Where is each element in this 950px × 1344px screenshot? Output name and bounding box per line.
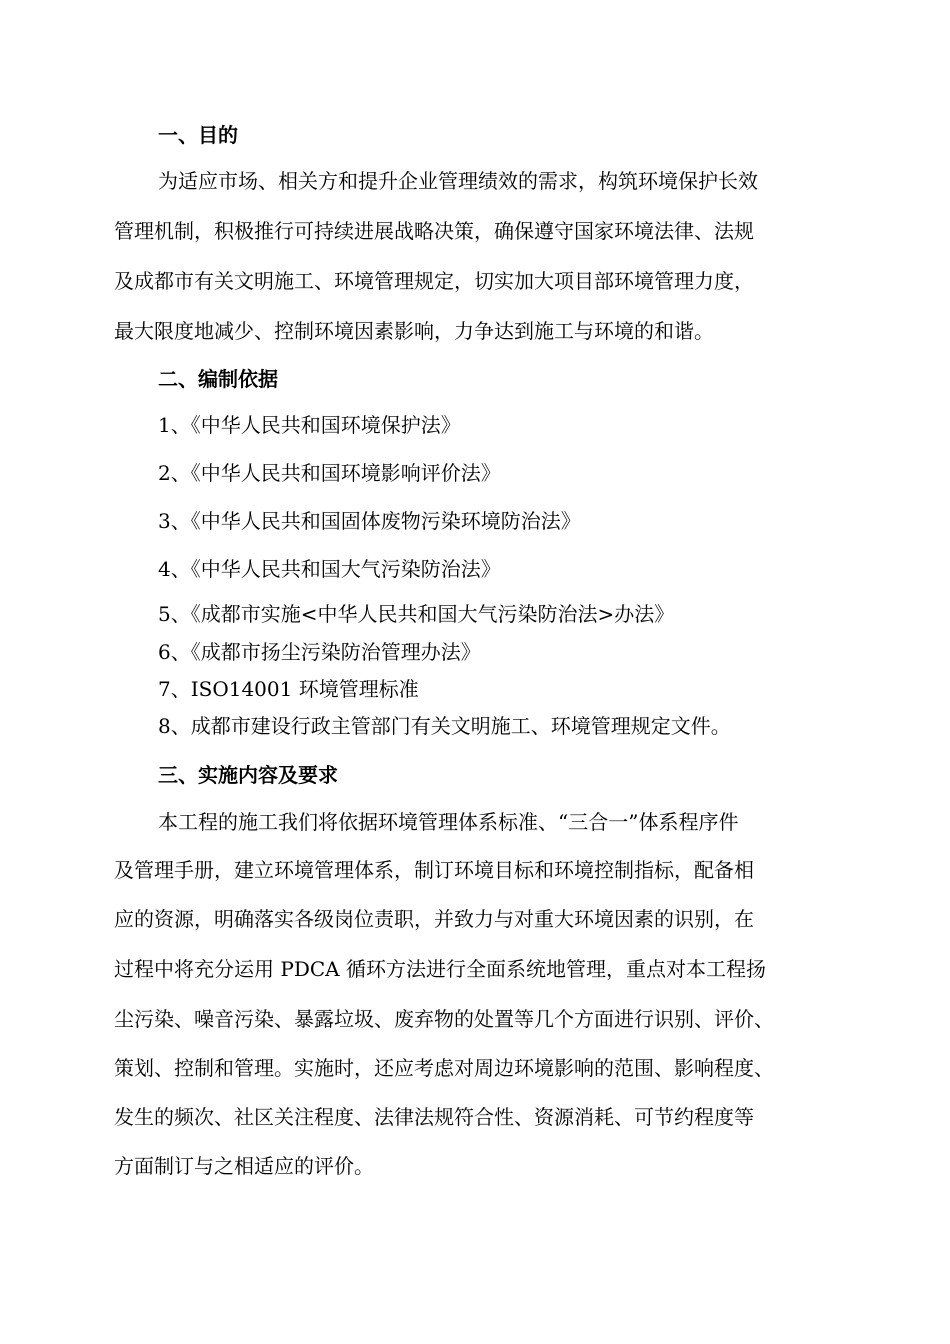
- paragraph-line: 策划、控制和管理。实施时，还应考虑对周边环境影响的范围、影响程度、: [114, 1056, 774, 1080]
- paragraph-line: 尘污染、噪音污染、暴露垃圾、废弃物的处置等几个方面进行识别、评价、: [114, 1007, 774, 1031]
- paragraph-line: 及管理手册，建立环境管理体系，制订环境目标和环境控制指标，配备相: [114, 858, 754, 882]
- list-item: 1、《中华人民共和国环境保护法》: [158, 413, 461, 437]
- section-heading-basis: 二、编制依据: [158, 367, 278, 391]
- paragraph-line: 方面制订与之相适应的评价。: [114, 1154, 374, 1178]
- paragraph-line: 管理机制，积极推行可持续进展战略决策，确保遵守国家环境法律、法规: [114, 219, 754, 243]
- paragraph-line: 本工程的施工我们将依据环境管理体系标准、“三合一”体系程序件: [158, 810, 739, 834]
- list-item: 4、《中华人民共和国大气污染防治法》: [158, 557, 501, 581]
- paragraph-line: 为适应市场、相关方和提升企业管理绩效的需求，构筑环境保护长效: [158, 169, 758, 193]
- paragraph-line: 发生的频次、社区关注程度、法律法规符合性、资源消耗、可节约程度等: [114, 1105, 754, 1129]
- list-item: 3、《中华人民共和国固体废物污染环境防治法》: [158, 509, 581, 533]
- paragraph-line: 应的资源，明确落实各级岗位责职，并致力与对重大环境因素的识别，在: [114, 907, 754, 931]
- paragraph-line: 过程中将充分运用 PDCA 循环方法进行全面系统地管理，重点对本工程扬: [114, 957, 766, 981]
- list-item: 7、ISO14001 环境管理标准: [158, 677, 419, 701]
- section-heading-purpose: 一、目的: [158, 123, 238, 147]
- paragraph-line: 最大限度地减少、控制环境因素影响，力争达到施工与环境的和谐。: [114, 319, 714, 343]
- list-item: 8、成都市建设行政主管部门有关文明施工、环境管理规定文件。: [158, 714, 731, 738]
- paragraph-line: 及成都市有关文明施工、环境管理规定，切实加大项目部环境管理力度，: [114, 269, 754, 293]
- list-item: 2、《中华人民共和国环境影响评价法》: [158, 461, 501, 485]
- list-item: 6、《成都市扬尘污染防治管理办法》: [158, 640, 481, 664]
- list-item: 5、《成都市实施<中华人民共和国大气污染防治法>办法》: [158, 602, 675, 626]
- section-heading-implementation: 三、实施内容及要求: [158, 763, 338, 787]
